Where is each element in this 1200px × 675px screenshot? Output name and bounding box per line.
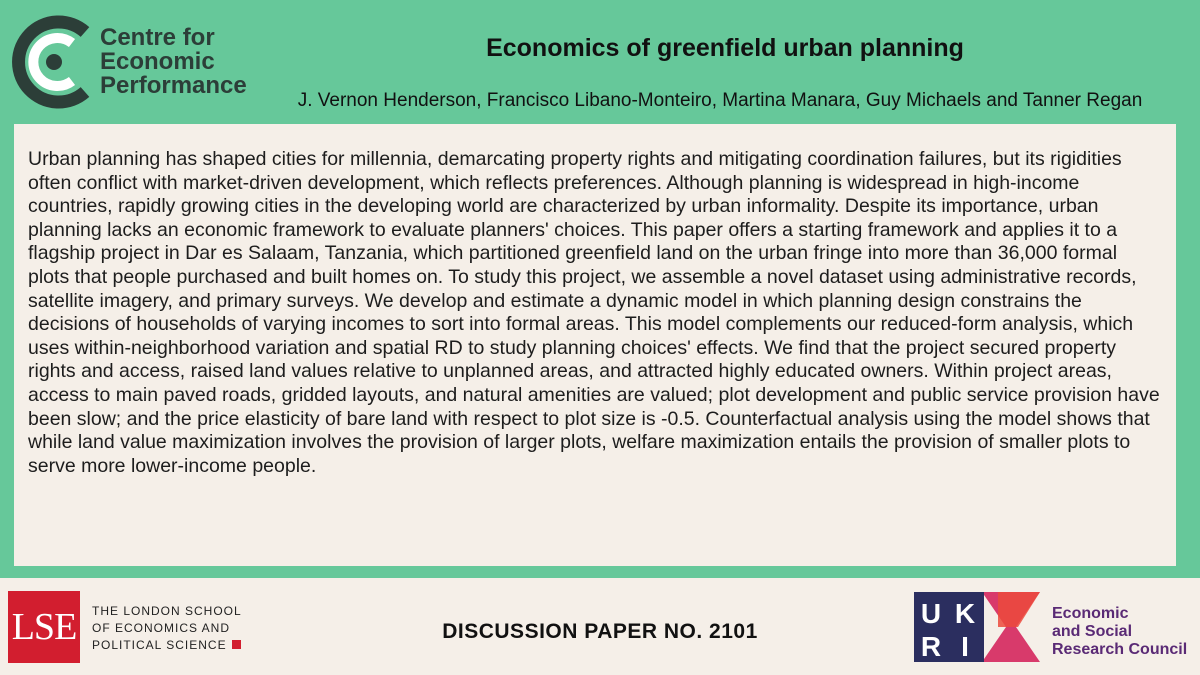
esrc-name-line3: Research Council xyxy=(1052,641,1188,658)
lse-red-square-icon xyxy=(232,640,241,649)
discussion-paper-number: DISCUSSION PAPER NO. 2101 xyxy=(442,620,758,643)
lse-name-line1: THE LONDON SCHOOL xyxy=(92,604,242,618)
esrc-name-line1: Economic xyxy=(1052,605,1129,622)
cep-concentric-c-icon xyxy=(8,12,96,112)
cep-name-line3: Performance xyxy=(100,72,247,99)
lse-name xyxy=(92,603,242,654)
cep-name-line2: Economic xyxy=(100,48,215,75)
lse-name-line2: OF ECONOMICS AND xyxy=(92,621,231,635)
paper-authors: J. Vernon Henderson, Francisco Libano-Monteiro, Martina Manara, Guy Michaels and Tanner Regan xyxy=(297,90,1143,111)
abstract-panel xyxy=(14,124,1176,566)
cep-name-line1: Centre for xyxy=(100,24,215,51)
ukri-letter-r: R xyxy=(920,631,942,662)
cep-name xyxy=(100,26,247,98)
esrc-name-line2: and Social xyxy=(1052,623,1133,640)
paper-title: Economics of greenfield urban planning xyxy=(486,34,964,62)
ukri-letter-u: U xyxy=(920,598,942,629)
ukri-logo-icon xyxy=(914,592,1040,662)
lse-name-line3: POLITICAL SCIENCE xyxy=(92,638,227,652)
ukri-letter-k: K xyxy=(954,598,976,629)
footer xyxy=(0,578,1200,675)
lse-logo: LSE xyxy=(8,591,80,663)
esrc-name xyxy=(1052,605,1187,659)
abstract-text: Urban planning has shaped cities for millennia, demarcating property rights and mitigating coordination failures, but its rigidities often conflict with market-driven development, which reflects preferences. Although planning is widespread in high-income countries, rapidly growing cities in the developing world are characterized by urban informality. Despite its importance, urban planning lacks an economic framework to evaluate planners' choices. This paper offers a starting framework and applies it to a flagship project in Dar es Salaam, Tanzania, which partitioned greenfield land on the urban fringe into more than 36,000 formal plots that people purchased and built homes on. To study this project, we assemble a novel dataset using administrative records, satellite imagery, and primary surveys. We develop and estimate a dynamic model in which planning design constrains the decisions of households of varying incomes to sort into formal areas. This model complements our reduced-form analysis, which uses within-neighborhood variation and spatial RD to study planning choices' effects. We find that the project secured property rights and access, raised land values relative to unplanned areas, and attracted highly educated owners. Within project areas, access to main paved roads, gridded layouts, and natural amenities are valued; plot development and public service provision have been slow; and the price elasticity of bare land with respect to plot size is -0.5. Counterfactual analysis using the model shows that while land value maximization involves the provision of larger plots, welfare maximization entails the provision of smaller plots to serve more lower-income people. xyxy=(28,148,1160,477)
header xyxy=(0,0,1200,122)
ukri-letter-i: I xyxy=(961,631,969,662)
